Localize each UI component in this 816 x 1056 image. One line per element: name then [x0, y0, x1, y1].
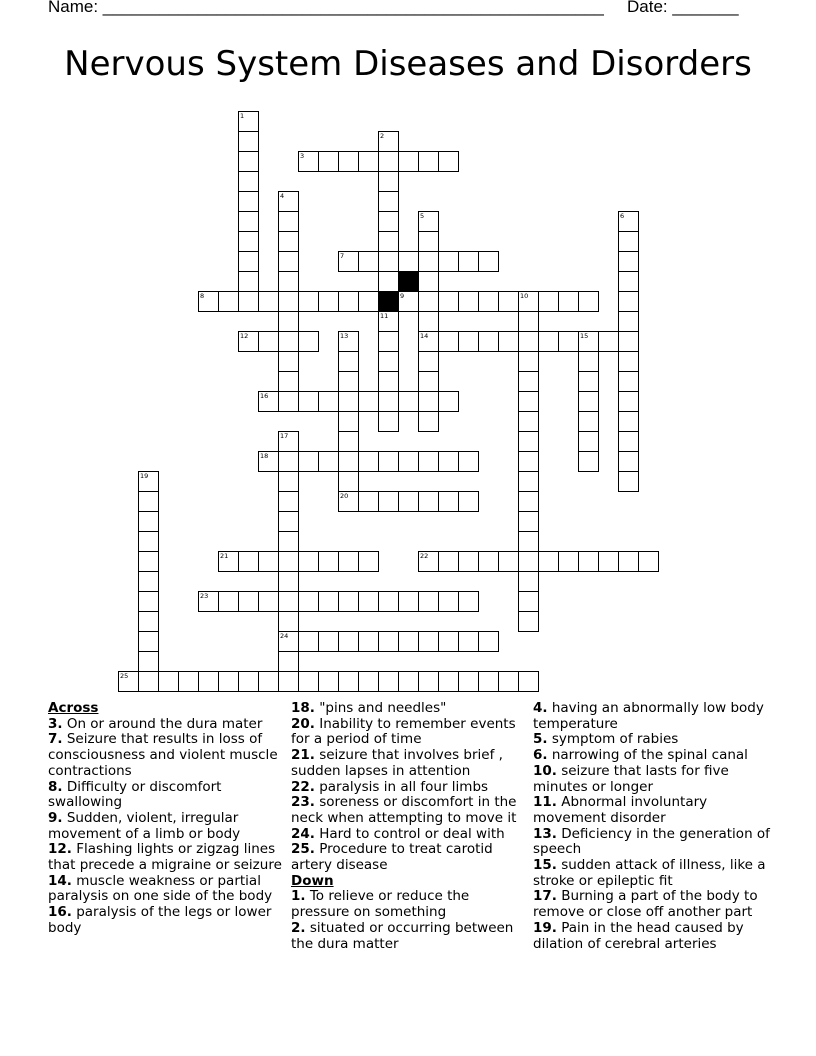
grid-cell[interactable] [399, 152, 419, 172]
grid-cell[interactable] [139, 492, 159, 512]
grid-cell[interactable] [419, 312, 439, 332]
grid-cell[interactable] [239, 292, 259, 312]
grid-cell[interactable] [199, 672, 219, 692]
grid-cell[interactable] [299, 392, 319, 412]
clue-across-8: 8. Difficulty or discomfort swallowing [48, 778, 222, 811]
grid-cell[interactable] [619, 392, 639, 412]
clue-across-20: 20. Inability to remember events for a period of time [291, 715, 516, 748]
grid-cell[interactable] [579, 392, 599, 412]
grid-cell[interactable] [359, 292, 379, 312]
grid-cell[interactable] [319, 672, 339, 692]
cell-number: 14 [420, 332, 429, 340]
grid-cell[interactable] [179, 672, 199, 692]
grid-cell[interactable] [519, 592, 539, 612]
grid-cell[interactable] [579, 372, 599, 392]
cell-number: 20 [340, 492, 349, 500]
cell-number: 12 [240, 332, 249, 340]
grid-cell[interactable] [339, 432, 359, 452]
grid-cell[interactable] [339, 372, 359, 392]
black-cell [399, 272, 419, 292]
grid-cell[interactable] [279, 472, 299, 492]
grid-cell[interactable] [399, 632, 419, 652]
grid-cell[interactable] [139, 632, 159, 652]
grid-cell[interactable] [439, 592, 459, 612]
grid-cell[interactable] [299, 452, 319, 472]
grid-cell[interactable] [599, 332, 619, 352]
grid-cell[interactable] [259, 332, 279, 352]
clue-across-7: 7. Seizure that results in loss of consciousness and violent muscle contractions [48, 731, 278, 779]
grid-cell[interactable] [579, 552, 599, 572]
grid-cell[interactable] [279, 372, 299, 392]
grid-cell[interactable] [619, 272, 639, 292]
grid-cell[interactable] [279, 452, 299, 472]
grid-cell[interactable] [419, 292, 439, 312]
grid-cell[interactable] [439, 252, 459, 272]
grid-cell[interactable] [319, 152, 339, 172]
grid-cell[interactable] [239, 672, 259, 692]
grid-cell[interactable] [139, 592, 159, 612]
clue-across-21: 21. seizure that involves brief , sudden lapses in attention [291, 747, 503, 779]
grid-cell[interactable] [519, 312, 539, 332]
grid-cell[interactable] [419, 592, 439, 612]
grid-cell[interactable] [519, 552, 539, 572]
grid-cell[interactable] [459, 252, 479, 272]
grid-cell[interactable] [339, 552, 359, 572]
grid-cell[interactable] [299, 672, 319, 692]
clue-across-23: 23. soreness or discomfort in the neck when attempting to move it [291, 794, 517, 826]
grid-cell[interactable] [619, 432, 639, 452]
grid-cell[interactable] [259, 552, 279, 572]
cell-number: 10 [520, 292, 529, 300]
grid-cell[interactable] [339, 352, 359, 372]
cell-number: 9 [400, 292, 405, 300]
grid-cell[interactable] [379, 392, 399, 412]
grid-cell[interactable] [379, 672, 399, 692]
grid-cell[interactable] [619, 252, 639, 272]
grid-cell[interactable] [519, 672, 539, 692]
grid-cell[interactable] [619, 552, 639, 572]
grid-cell[interactable] [619, 452, 639, 472]
grid-cell[interactable] [279, 592, 299, 612]
grid-cell[interactable] [579, 352, 599, 372]
cell-number: 7 [340, 252, 345, 260]
grid-cell[interactable] [399, 252, 419, 272]
grid-cell[interactable] [299, 632, 319, 652]
cell-number: 6 [620, 212, 625, 220]
grid-cell[interactable] [519, 412, 539, 432]
black-cell [379, 292, 399, 312]
grid-cell[interactable] [339, 472, 359, 492]
cell-number: 25 [120, 672, 129, 680]
grid-cell[interactable] [239, 252, 259, 272]
clue-across-3: 3. On or around the dura mater [48, 715, 263, 732]
grid-cell[interactable] [299, 592, 319, 612]
grid-cell[interactable] [459, 492, 479, 512]
grid-cell[interactable] [419, 632, 439, 652]
grid-cell[interactable] [279, 552, 299, 572]
clue-across-22: 22. paralysis in all four limbs [291, 778, 489, 795]
grid-cell[interactable] [379, 172, 399, 192]
grid-cell[interactable] [339, 452, 359, 472]
grid-cell[interactable] [239, 132, 259, 152]
grid-cell[interactable] [519, 332, 539, 352]
grid-cell[interactable] [439, 632, 459, 652]
name-field-label: Name: _____________________________________________________ [48, 0, 604, 16]
grid-cell[interactable] [419, 452, 439, 472]
grid-cell[interactable] [239, 552, 259, 572]
grid-cell[interactable] [439, 152, 459, 172]
grid-cell[interactable] [379, 152, 399, 172]
clue-down-1: 1. To relieve or reduce the pressure on something [291, 888, 470, 921]
grid-cell[interactable] [479, 332, 499, 352]
grid-cell[interactable] [219, 672, 239, 692]
grid-cell[interactable] [239, 172, 259, 192]
grid-cell[interactable] [139, 532, 159, 552]
clue-down-4: 4. having an abnormally low body temperature [533, 700, 764, 732]
clues-column-2 [291, 701, 531, 952]
grid-cell[interactable] [439, 452, 459, 472]
cell-number: 2 [380, 132, 385, 140]
grid-cell[interactable] [299, 332, 319, 352]
grid-cell[interactable] [459, 552, 479, 572]
grid-cell[interactable] [579, 412, 599, 432]
grid-cell[interactable] [379, 372, 399, 392]
grid-cell[interactable] [359, 672, 379, 692]
grid-cell[interactable] [459, 632, 479, 652]
clue-across-14: 14. muscle weakness or partial paralysis on one side of the body [48, 872, 273, 905]
grid-cell[interactable] [379, 192, 399, 212]
cell-number: 22 [420, 552, 429, 560]
cell-number: 3 [300, 152, 305, 160]
grid-cell[interactable] [579, 292, 599, 312]
grid-cell[interactable] [559, 332, 579, 352]
page-title: Nervous System Diseases and Disorders [64, 44, 752, 84]
grid-cell[interactable] [319, 392, 339, 412]
grid-cell[interactable] [219, 292, 239, 312]
grid-cell[interactable] [539, 292, 559, 312]
grid-cell[interactable] [399, 492, 419, 512]
clue-across-16: 16. paralysis of the legs or lower body [48, 904, 272, 936]
grid-cell[interactable] [399, 592, 419, 612]
clue-across-9: 9. Sudden, violent, irregular movement of a limb or body [48, 809, 241, 842]
grid-cell[interactable] [619, 292, 639, 312]
grid-cell[interactable] [519, 612, 539, 632]
clue-down-10: 10. seizure that lasts for five minutes or longer [533, 762, 729, 795]
grid-cell[interactable] [419, 252, 439, 272]
grid-cell[interactable] [499, 552, 519, 572]
grid-cell[interactable] [559, 292, 579, 312]
grid-cell[interactable] [239, 152, 259, 172]
grid-cell[interactable] [619, 372, 639, 392]
grid-cell[interactable] [299, 292, 319, 312]
grid-cell[interactable] [419, 672, 439, 692]
grid-cell[interactable] [339, 592, 359, 612]
grid-cell[interactable] [439, 292, 459, 312]
grid-cell[interactable] [279, 272, 299, 292]
clue-across-12: 12. Flashing lights or zigzag lines that precede a migraine or seizure [48, 841, 282, 874]
clue-down-19: 19. Pain in the head caused by dilation of cerebral arteries [533, 919, 744, 952]
grid-cell[interactable] [259, 672, 279, 692]
clue-down-5: 5. symptom of rabies [533, 731, 679, 748]
grid-cell[interactable] [539, 332, 559, 352]
grid-cell[interactable] [439, 332, 459, 352]
grid-cell[interactable] [539, 552, 559, 572]
clue-down-11: 11. Abnormal involuntary movement disorder [533, 794, 708, 826]
grid-cell[interactable] [619, 332, 639, 352]
grid-cell[interactable] [159, 672, 179, 692]
cell-number: 21 [220, 552, 229, 560]
grid-cell[interactable] [499, 292, 519, 312]
grid-cell[interactable] [579, 452, 599, 472]
grid-cell[interactable] [379, 412, 399, 432]
grid-cell[interactable] [619, 312, 639, 332]
grid-cell[interactable] [359, 152, 379, 172]
grid-cell[interactable] [519, 472, 539, 492]
grid-cell[interactable] [479, 632, 499, 652]
grid-cell[interactable] [319, 632, 339, 652]
grid-cell[interactable] [379, 272, 399, 292]
grid-cell[interactable] [279, 332, 299, 352]
grid-cell[interactable] [439, 672, 459, 692]
grid-cell[interactable] [359, 252, 379, 272]
grid-cell[interactable] [139, 572, 159, 592]
grid-cell[interactable] [139, 612, 159, 632]
cell-number: 1 [240, 112, 245, 120]
grid-cell[interactable] [219, 592, 239, 612]
grid-cell[interactable] [359, 452, 379, 472]
grid-cell[interactable] [139, 672, 159, 692]
grid-cell[interactable] [519, 392, 539, 412]
down-heading: Down [291, 872, 334, 889]
clues-column-1 [48, 701, 288, 937]
clues-column-3 [533, 701, 773, 952]
grid-cell[interactable] [139, 512, 159, 532]
grid-cell[interactable] [379, 352, 399, 372]
grid-cell[interactable] [139, 552, 159, 572]
grid-cell[interactable] [459, 332, 479, 352]
grid-cell[interactable] [559, 552, 579, 572]
grid-cell[interactable] [419, 372, 439, 392]
grid-cell[interactable] [619, 472, 639, 492]
clue-across-24: 24. Hard to control or deal with [291, 825, 505, 842]
grid-cell[interactable] [339, 392, 359, 412]
cell-number: 16 [260, 392, 269, 400]
grid-cell[interactable] [519, 492, 539, 512]
grid-cell[interactable] [519, 372, 539, 392]
grid-cell[interactable] [419, 392, 439, 412]
cell-number: 15 [580, 332, 589, 340]
grid-cell[interactable] [359, 632, 379, 652]
grid-cell[interactable] [439, 552, 459, 572]
grid-cell[interactable] [279, 392, 299, 412]
grid-cell[interactable] [379, 632, 399, 652]
grid-cell[interactable] [359, 592, 379, 612]
grid-cell[interactable] [239, 212, 259, 232]
grid-cell[interactable] [619, 232, 639, 252]
grid-cell[interactable] [519, 512, 539, 532]
grid-cell[interactable] [519, 352, 539, 372]
grid-cell[interactable] [279, 352, 299, 372]
cell-number: 17 [280, 432, 289, 440]
grid-cell[interactable] [459, 672, 479, 692]
grid-cell[interactable] [479, 252, 499, 272]
grid-cell[interactable] [339, 672, 359, 692]
grid-cell[interactable] [519, 452, 539, 472]
grid-cell[interactable] [419, 412, 439, 432]
cell-number: 8 [200, 292, 205, 300]
clue-across-18: 18. "pins and needles" [291, 700, 447, 716]
grid-cell[interactable] [279, 252, 299, 272]
grid-cell[interactable] [519, 572, 539, 592]
grid-cell[interactable] [399, 672, 419, 692]
grid-cell[interactable] [619, 352, 639, 372]
grid-cell[interactable] [419, 352, 439, 372]
grid-cell[interactable] [319, 292, 339, 312]
grid-cell[interactable] [399, 392, 419, 412]
clue-down-2: 2. situated or occurring between the dura matter [291, 919, 514, 952]
grid-cell[interactable] [279, 572, 299, 592]
cell-number: 13 [340, 332, 349, 340]
grid-cell[interactable] [239, 192, 259, 212]
grid-cell[interactable] [359, 492, 379, 512]
grid-cell[interactable] [499, 672, 519, 692]
grid-cell[interactable] [639, 552, 659, 572]
clue-down-15: 15. sudden attack of illness, like a stroke or epileptic fit [533, 857, 766, 889]
grid-cell[interactable] [239, 592, 259, 612]
grid-cell[interactable] [479, 672, 499, 692]
grid-cell[interactable] [419, 492, 439, 512]
grid-cell[interactable] [459, 452, 479, 472]
clue-down-6: 6. narrowing of the spinal canal [533, 747, 748, 764]
grid-cell[interactable] [519, 532, 539, 552]
cell-number: 23 [200, 592, 209, 600]
grid-cell[interactable] [339, 412, 359, 432]
cell-number: 11 [380, 312, 389, 320]
grid-cell[interactable] [479, 292, 499, 312]
grid-cell[interactable] [319, 592, 339, 612]
grid-cell[interactable] [379, 332, 399, 352]
date-field-label: Date: _______ [627, 0, 739, 16]
cell-number: 5 [420, 212, 425, 220]
grid-cell[interactable] [459, 292, 479, 312]
grid-cell[interactable] [459, 592, 479, 612]
grid-cell[interactable] [419, 232, 439, 252]
grid-cell[interactable] [279, 212, 299, 232]
grid-cell[interactable] [239, 232, 259, 252]
grid-cell[interactable] [419, 272, 439, 292]
grid-cell[interactable] [439, 492, 459, 512]
grid-cell[interactable] [139, 652, 159, 672]
grid-cell[interactable] [319, 552, 339, 572]
grid-cell[interactable] [379, 592, 399, 612]
grid-cell[interactable] [519, 432, 539, 452]
cell-number: 18 [260, 452, 269, 460]
clue-down-13: 13. Deficiency in the generation of speech [533, 825, 770, 858]
grid-cell[interactable] [279, 492, 299, 512]
grid-cell[interactable] [279, 672, 299, 692]
grid-cell[interactable] [359, 552, 379, 572]
grid-cell[interactable] [499, 332, 519, 352]
grid-cell[interactable] [299, 552, 319, 572]
grid-cell[interactable] [379, 252, 399, 272]
grid-cell[interactable] [339, 292, 359, 312]
grid-cell[interactable] [279, 612, 299, 632]
clue-across-25: 25. Procedure to treat carotid artery disease [291, 841, 493, 874]
grid-cell[interactable] [259, 592, 279, 612]
cell-number: 24 [280, 632, 289, 640]
grid-cell[interactable] [259, 292, 279, 312]
grid-cell[interactable] [379, 492, 399, 512]
across-heading: Across [48, 700, 99, 716]
cell-number: 19 [140, 472, 149, 480]
clue-down-17: 17. Burning a part of the body to remove or close off another part [533, 888, 758, 921]
grid-cell[interactable] [359, 392, 379, 412]
grid-cell[interactable] [399, 452, 419, 472]
grid-cell[interactable] [339, 632, 359, 652]
grid-cell[interactable] [479, 552, 499, 572]
grid-cell[interactable] [279, 532, 299, 552]
grid-cell[interactable] [279, 292, 299, 312]
grid-cell[interactable] [599, 552, 619, 572]
grid-cell[interactable] [379, 452, 399, 472]
grid-cell[interactable] [279, 652, 299, 672]
grid-cell[interactable] [579, 432, 599, 452]
cell-number: 4 [280, 192, 285, 200]
grid-cell[interactable] [239, 272, 259, 292]
grid-cell[interactable] [379, 212, 399, 232]
grid-cell[interactable] [319, 452, 339, 472]
grid-cell[interactable] [279, 312, 299, 332]
grid-cell[interactable] [619, 412, 639, 432]
grid-cell[interactable] [379, 232, 399, 252]
grid-cell[interactable] [279, 512, 299, 532]
grid-cell[interactable] [419, 152, 439, 172]
grid-cell[interactable] [339, 152, 359, 172]
grid-cell[interactable] [439, 392, 459, 412]
grid-cell[interactable] [279, 232, 299, 252]
